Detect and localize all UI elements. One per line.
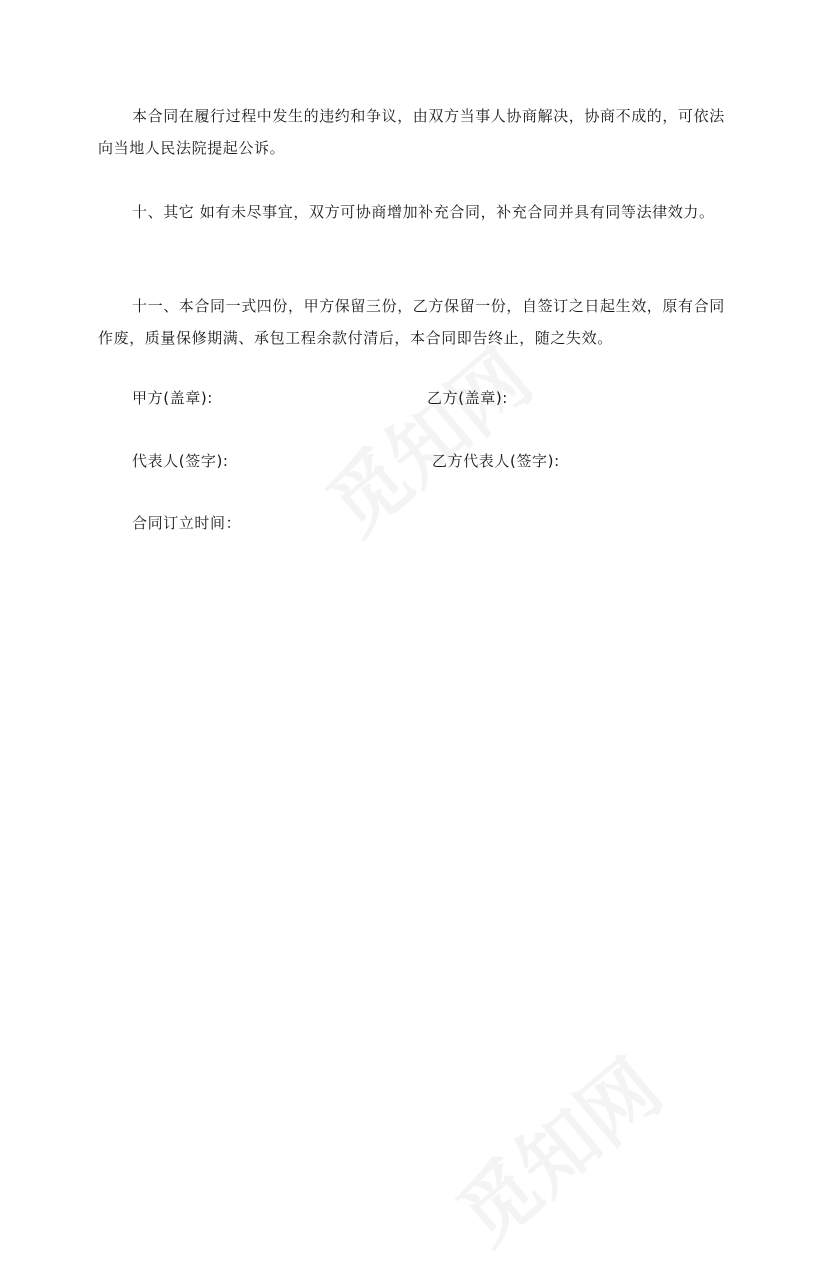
paragraph-section-eleven: 十一、本合同一式四份，甲方保留三份，乙方保留一份，自签订之日起生效，原有合同 作废，质量保修期满、承包工程余款付清后，本合同即告终止，随之失效。 xyxy=(98,297,725,347)
party-a-representative-label: 代表人(签字): xyxy=(132,452,229,470)
contract-date-label: 合同订立时间： xyxy=(132,514,242,532)
party-b-representative-label: 乙方代表人(签字): xyxy=(432,452,560,470)
watermark xyxy=(300,320,551,556)
party-b-seal-label: 乙方(盖章): xyxy=(427,389,508,407)
party-a-seal-label: 甲方(盖章): xyxy=(132,389,213,407)
watermark xyxy=(430,1030,681,1266)
paragraph-section-ten: 十、其它 如有未尽事宜，双方可协商增加补充合同，补充合同并具有同等法律效力。 xyxy=(132,203,715,221)
paragraph-dispute-resolution: 本合同在履行过程中发生的违约和争议，由双方当事人协商解决，协商不成的，可依法向当地人民法院提起公诉。 xyxy=(98,107,725,157)
